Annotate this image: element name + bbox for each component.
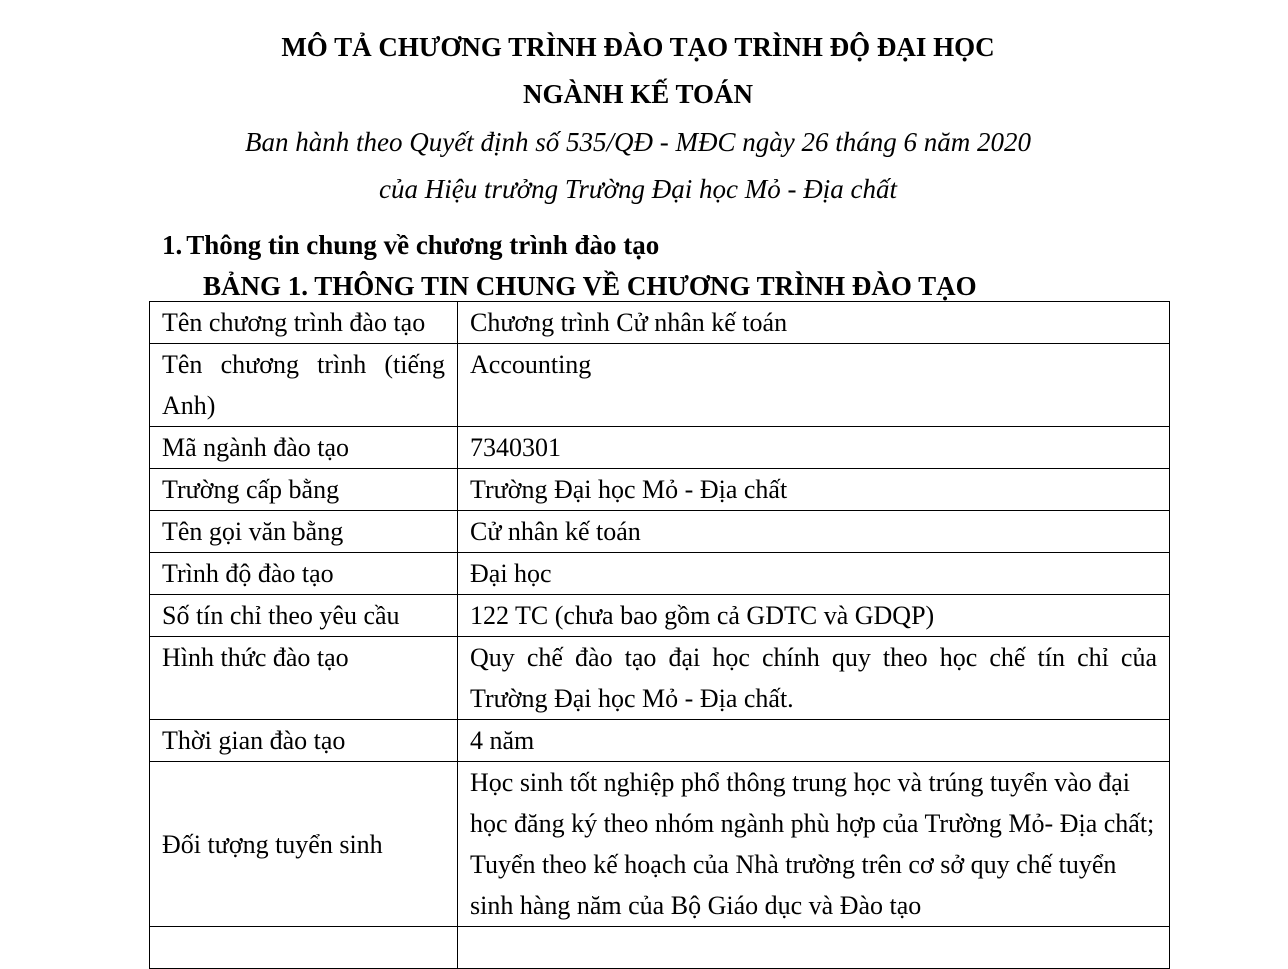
table-row bbox=[150, 720, 1170, 762]
table-caption: BẢNG 1. THÔNG TIN CHUNG VỀ CHƯƠNG TRÌNH ĐÀO TẠO bbox=[203, 271, 977, 301]
row-value: Accounting bbox=[458, 344, 1170, 427]
row-value: Trường Đại học Mỏ - Địa chất bbox=[458, 469, 1170, 511]
table-row bbox=[150, 553, 1170, 595]
table-row bbox=[150, 511, 1170, 553]
table-row bbox=[150, 595, 1170, 637]
row-label: Tên gọi văn bằng bbox=[150, 511, 458, 553]
row-value: Quy chế đào tạo đại học chính quy theo học chế tín chỉ của Trường Đại học Mỏ - Địa chất. bbox=[458, 637, 1170, 720]
program-info-table bbox=[149, 301, 1170, 969]
table-row bbox=[150, 469, 1170, 511]
row-value: 122 TC (chưa bao gồm cả GDTC và GDQP) bbox=[458, 595, 1170, 637]
table-row bbox=[150, 927, 1170, 969]
document-title-line-2: NGÀNH KẾ TOÁN bbox=[522, 79, 754, 109]
table-row bbox=[150, 427, 1170, 469]
document-subtitle-line-1: Ban hành theo Quyết định số 535/QĐ - MĐC ngày 26 tháng 6 năm 2020 bbox=[245, 127, 1031, 157]
row-label: Mã ngành đào tạo bbox=[150, 427, 458, 469]
row-value: Chương trình Cử nhân kế toán bbox=[458, 302, 1170, 344]
document-subtitle-line-2: của Hiệu trưởng Trường Đại học Mỏ - Địa chất bbox=[379, 174, 897, 204]
document-title-line-1: MÔ TẢ CHƯƠNG TRÌNH ĐÀO TẠO TRÌNH ĐỘ ĐẠI HỌC bbox=[281, 32, 995, 62]
row-label: Trình độ đào tạo bbox=[150, 553, 458, 595]
table-row bbox=[150, 637, 1170, 720]
row-value: Học sinh tốt nghiệp phổ thông trung học và trúng tuyển vào đại học đăng ký theo nhóm ngành phù hợp của Trường Mỏ- Địa chất; Tuyển theo kế hoạch của Nhà trường trên cơ sở quy chế tuyển sinh hàng năm của Bộ Giáo dục và Đào tạo bbox=[458, 762, 1170, 927]
row-value: Đại học bbox=[458, 553, 1170, 595]
section-number: 1. bbox=[162, 230, 183, 260]
row-value: Cử nhân kế toán bbox=[458, 511, 1170, 553]
row-value: 4 năm bbox=[458, 720, 1170, 762]
row-label: Số tín chỉ theo yêu cầu bbox=[150, 595, 458, 637]
row-label: Thời gian đào tạo bbox=[150, 720, 458, 762]
row-label: Tên chương trình (tiếng Anh) bbox=[150, 344, 458, 427]
row-label: Trường cấp bằng bbox=[150, 469, 458, 511]
table-row bbox=[150, 762, 1170, 927]
section-heading-text: Thông tin chung về chương trình đào tạo bbox=[186, 230, 660, 260]
row-value: 7340301 bbox=[458, 427, 1170, 469]
table-row bbox=[150, 302, 1170, 344]
row-label: Đối tượng tuyển sinh bbox=[150, 762, 458, 927]
row-label: Hình thức đào tạo bbox=[150, 637, 458, 720]
row-label: Tên chương trình đào tạo bbox=[150, 302, 458, 344]
section-heading bbox=[162, 229, 659, 261]
table-row bbox=[150, 344, 1170, 427]
